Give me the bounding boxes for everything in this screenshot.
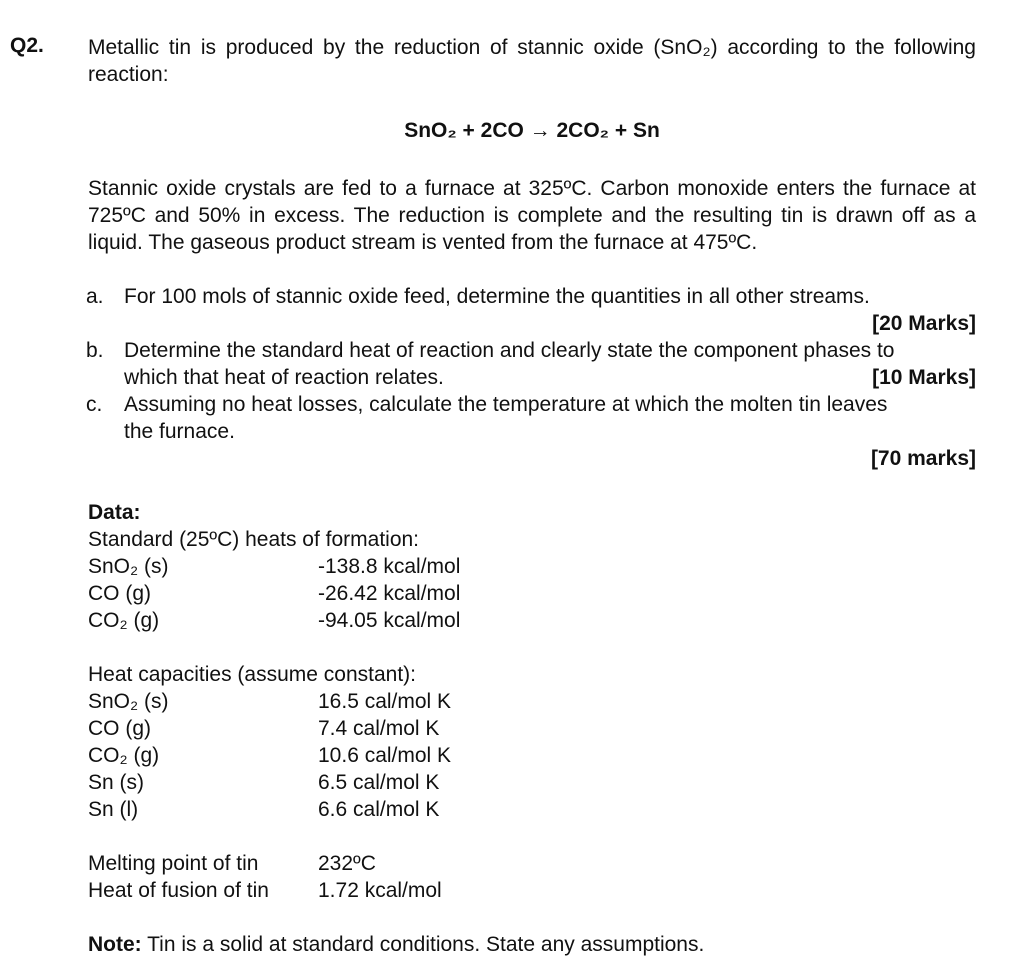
data-section (88, 499, 976, 958)
marks-badge: [10 Marks] (872, 366, 976, 389)
marks-badge: [70 marks] (870, 447, 976, 470)
species-label: Sn (s) (88, 771, 145, 794)
note-text: Tin is a solid at standard conditions. State any assumptions. (141, 933, 705, 956)
part-text: Determine the standard heat of reaction and clearly state the component phases to (124, 339, 895, 362)
formation-table (88, 553, 976, 634)
process-description: Stannic oxide crystals are fed to a furnace at 325ºC. Carbon monoxide enters the furnace at 725ºC and 50% in excess. The reduction is complete and the resulting tin is drawn off as a liquid. The gaseous product stream is vented from the furnace at 475ºC. (88, 177, 976, 254)
species-label: Sn (l) (88, 798, 139, 821)
formation-value: -26.42 kcal/mol (318, 582, 461, 605)
species-label: CO (g) (88, 582, 151, 605)
species-label: CO (g) (88, 717, 151, 740)
capacity-value: 6.5 cal/mol K (318, 771, 440, 794)
formation-value: -94.05 kcal/mol (318, 609, 461, 632)
question-parts (88, 283, 976, 472)
formation-value: -138.8 kcal/mol (318, 555, 461, 578)
species-label: CO₂ (g) (88, 744, 160, 767)
part-text-continued: which that heat of reaction relates. (124, 366, 444, 389)
part-letter: b. (86, 339, 104, 362)
property-label: Melting point of tin (88, 852, 259, 875)
capacity-value: 16.5 cal/mol K (318, 690, 452, 713)
note (88, 931, 976, 958)
property-label: Heat of fusion of tin (88, 879, 269, 902)
part-text: Assuming no heat losses, calculate the temperature at which the molten tin leaves (124, 393, 888, 416)
property-value: 232ºC (318, 852, 376, 875)
question-intro: Metallic tin is produced by the reduction of stannic oxide (SnO₂) according to the following reaction: (88, 36, 976, 86)
species-label: SnO₂ (s) (88, 555, 169, 578)
part-letter: c. (86, 393, 103, 416)
note-label: Note: (88, 933, 142, 956)
question-content (88, 34, 976, 958)
formation-heading: Standard (25ºC) heats of formation: (88, 528, 420, 551)
part-a (86, 283, 976, 337)
species-label: CO₂ (g) (88, 609, 160, 632)
part-text-continued: the furnace. (124, 420, 235, 443)
part-letter: a. (86, 285, 104, 308)
capacity-heading: Heat capacities (assume constant): (88, 663, 416, 686)
marks-badge: [20 Marks] (872, 312, 976, 335)
reaction-equation: SnO₂ + 2CO → 2CO₂ + Sn (404, 119, 660, 142)
capacity-table (88, 688, 976, 823)
part-text: For 100 mols of stannic oxide feed, determine the quantities in all other streams. (124, 285, 870, 308)
tin-properties-table (88, 850, 976, 904)
part-b (86, 337, 976, 391)
capacity-value: 6.6 cal/mol K (318, 798, 440, 821)
capacity-value: 7.4 cal/mol K (318, 717, 440, 740)
part-c (86, 391, 976, 472)
capacity-value: 10.6 cal/mol K (318, 744, 452, 767)
data-title: Data: (88, 501, 141, 524)
property-value: 1.72 kcal/mol (318, 879, 442, 902)
species-label: SnO₂ (s) (88, 690, 169, 713)
question-number: Q2. (10, 34, 44, 57)
